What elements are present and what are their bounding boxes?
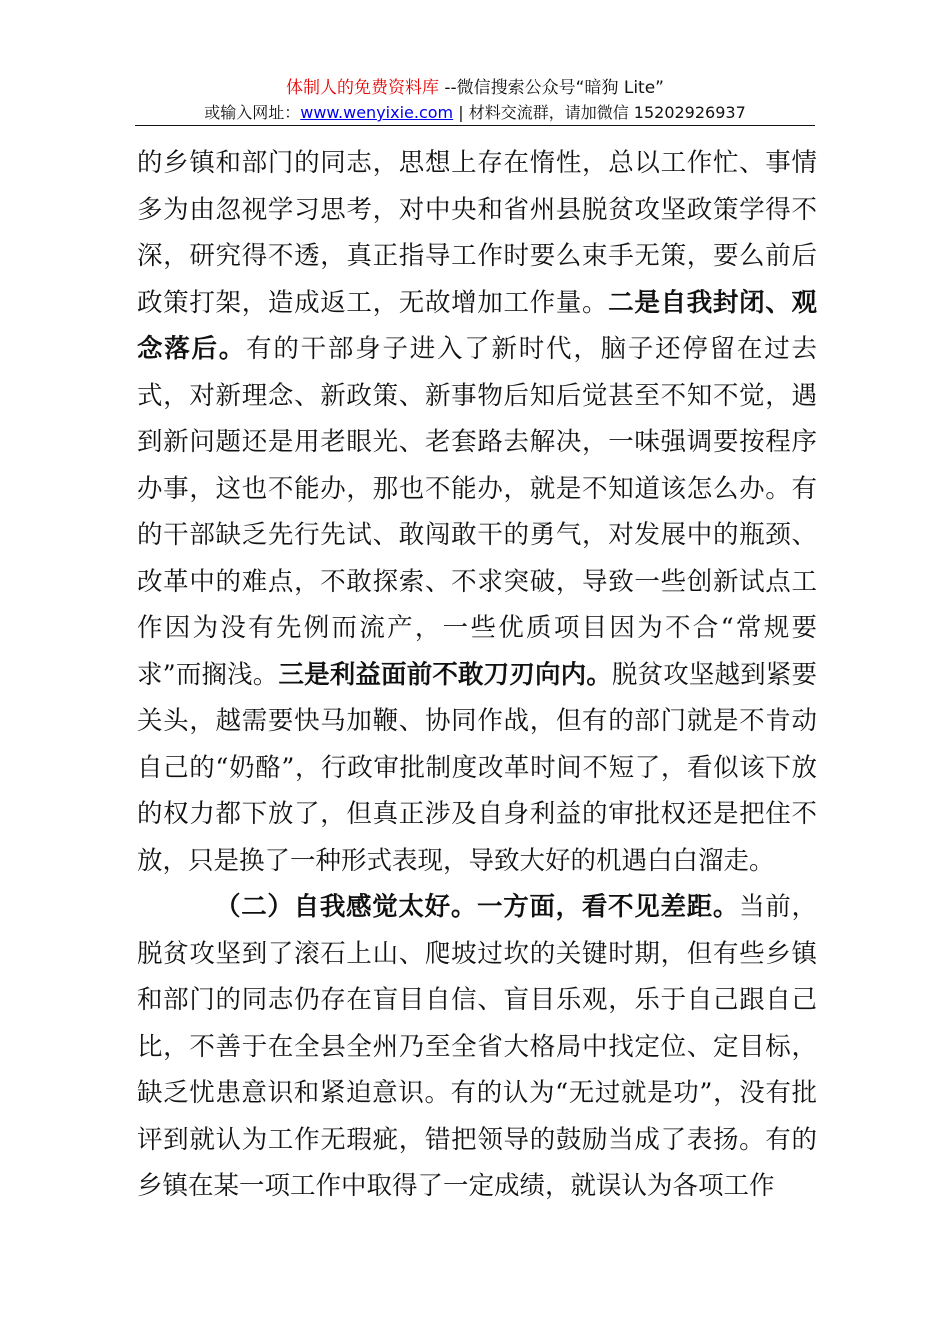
point-2-heading: 二是自我封闭、观念落后。 — [137, 287, 817, 364]
header-line-2 — [0, 101, 950, 125]
section-2-heading: （二）自我感觉太好。一方面，看不见差距。 — [215, 892, 740, 922]
url-suffix: | 材料交流群，请加微信 15202926937 — [453, 103, 746, 122]
brand-name: 体制人的免费资料库 — [285, 78, 439, 98]
url-prefix: 或输入网址： — [204, 103, 301, 122]
paragraph-1 — [137, 140, 817, 884]
paragraph-2-text: 当前，脱贫攻坚到了滚石上山、爬坡过坎的关键时期，但有些乡镇和部门的同志仍存在盲目自信、盲目乐观，乐于自己跟自己比，不善于在全县全州乃至全省大格局中找定位、定目标，缺乏忧患意识和紧迫意识。有的认为“无过就是功”，没有批评到就认为工作无瑕疵，错把领导的鼓励当成了表扬。有的乡镇在某一项工作中取得了一定成绩，就误认为各项工作 — [137, 892, 817, 1201]
document-body — [137, 140, 817, 1210]
paragraph-1-text-a: 的乡镇和部门的同志，思想上存在惰性，总以工作忙、事情多为由忽视学习思考，对中央和省州县脱贫攻坚政策学得不深，研究得不透，真正指导工作时要么束手无策，要么前后政策打架，造成返工，无故增加工作量。 — [137, 148, 817, 318]
point-3-heading: 三是利益面前不敢刀刃向内。 — [278, 659, 612, 690]
paragraph-2 — [137, 884, 817, 1210]
header-tagline: --微信搜索公众号“暗狗 Lite” — [438, 78, 664, 98]
header-line-1 — [0, 76, 950, 100]
header-divider — [135, 125, 815, 126]
paragraph-1-text-c: 有的干部身子进入了新时代，脑子还停留在过去式，对新理念、新政策、新事物后知后觉甚至不知不觉，遇到新问题还是用老眼光、老套路去解决，一味强调要按程序办事，这也不能办，那也不能办，就是不知道该怎么办。有的干部缺乏先行先试、敢闯敢干的勇气，对发展中的瓶颈、改革中的难点，不敢探索、不求突破，导致一些创新试点工作因为没有先例而流产，一些优质项目因为不合“常规要求”而搁浅。 — [137, 334, 817, 690]
website-link[interactable]: www.wenyixie.com — [300, 103, 454, 122]
paragraph-1-text-e: 脱贫攻坚越到紧要关头，越需要快马加鞭、协同作战，但有的部门就是不肯动自己的“奶酪”，行政审批制度改革时间不短了，看似该下放的权力都下放了，但真正涉及自身利益的审批权还是把住不放，只是换了一种形式表现，导致大好的机遇白白溜走。 — [137, 659, 817, 876]
